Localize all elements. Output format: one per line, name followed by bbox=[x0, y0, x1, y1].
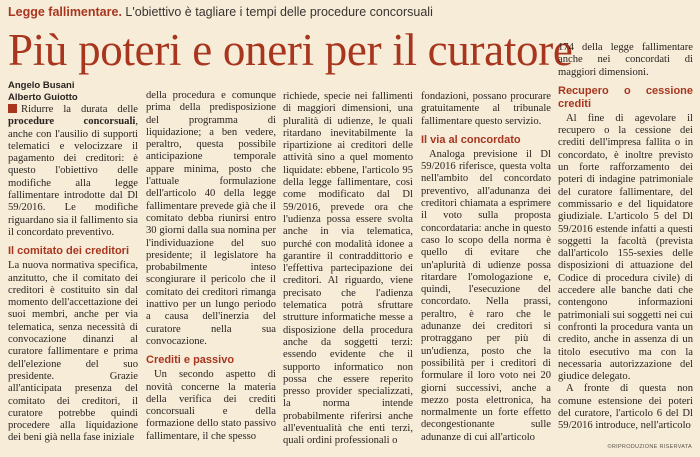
subheading-comitato: Il comitato dei creditori bbox=[8, 245, 130, 258]
concordato-text: 174 della legge fallimentare anche nei concordati di maggiori dimensioni. bbox=[558, 42, 693, 78]
comitato-text-cont: della procedura e comunque prima della predisposizione del programma di liquidazione; a ben vedere, peraltro, questa possibile anticipazione temporale appare minima, posto che l'attuale formulazione dell'articolo 40 della legge fallimentare prevede già che il comitato debba riunirsi entro 30 giorni dalla sua nomina per l'individuazione del suo presidente; il legislatore ha probabilmente inteso scongiurare il pericolo che il comitato dei creditori rimanga inattivo per un lungo periodo a causa dell'inerzia del curatore nella sua convocazione. bbox=[146, 91, 276, 347]
article-column-4 bbox=[421, 91, 551, 452]
recupero-text-2: A fronte di questa non comune estensione dei poteri del curatore, l'articolo 6 del Dl 59/2016 introduce, nell'articolo bbox=[558, 383, 693, 432]
crediti-text: fondazioni, possano procurare gratuitamente al tribunale fallimentare questo servizio. bbox=[421, 91, 551, 127]
comitato-text: La nuova normativa specifica, anzitutto, che il comitato dei creditori è costituito sin dal momento dell'accettazione dei suoi membri, anche per via telematica, senza necessità di convocazione dinanzi al curatore fallimentare e prima dell'elezione del suo presidente. Grazie all'anticipata presenza del comitato dei creditori, il curatore potrebbe quindi procedere alla liquidazione dei beni già nella fase iniziale bbox=[8, 260, 138, 444]
recupero-text: Al fine di agevolare il recupero o la cessione dei crediti dell'impresa fallita o in concordato, è inoltre previsto un forte rafforzamento dei poteri di indagine patrimoniale del curatore fallimentare, del commissario e del liquidatore giudiziale. L'articolo 5 del Dl 59/2016 estende infatti a questi soggetti la facoltà (prevista dall'articolo 155-sexies delle disposizioni di attuazione del Codice di procedura civile) di accedere alle banche dati che contengono informazioni patrimoniali sui soggetti nei cui confronti la procedura vanta un credito, anche in assenza di un titolo esecutivo ma con la necessaria autorizzazione del giudice delegato. bbox=[558, 112, 693, 383]
kicker-tag: Legge fallimentare. bbox=[8, 5, 122, 19]
kicker bbox=[8, 4, 698, 20]
article-column-1 bbox=[8, 80, 138, 452]
article-column-5 bbox=[558, 42, 693, 440]
section-marker-icon bbox=[8, 104, 17, 113]
author-1: Angelo Busani bbox=[8, 80, 75, 91]
copyright-notice: ©RIPRODUZIONE RISERVATA bbox=[607, 444, 692, 450]
subheading-concordato: Il via al concordato bbox=[421, 133, 521, 146]
intro-paragraph: Ridurre la durata delle procedure concorsuali, anche con l'ausilio di supporti telematici e velocizzare il pagamento dei creditori: è questo l'obiettivo delle modifiche alla legge fallimentare introdotte dal Dl 59/2016. Le modifiche riguardano sia il fallimento sia il concordato preventivo. bbox=[8, 104, 138, 238]
subheading-crediti: Crediti e passivo bbox=[146, 354, 235, 367]
author-2: Alberto Guiotto bbox=[8, 92, 78, 103]
crediti-text: Un secondo aspetto di novità concerne la materia della verifica dei crediti concorsuali e della formazione dello stato passivo fallimentare, il che spesso bbox=[146, 369, 276, 442]
crediti-text: richiede, specie nei fallimenti di maggiori dimensioni, una pluralità di udienze, le quali ritardano inevitabilmente la ripartizione ai creditori delle attività sino a quel momento liquidate: ebbene, l'articolo 95 della legge fallimentare, così come modificato dal Dl 59/2016, prevede ora che l'udienza possa essere svolta anche in via telematica, purché con modalità idonee a garantire il contraddittorio e l'effettiva partecipazione dei creditori. Al riguardo, viene precisato che l'adienza telematica potrà sfruttare strutture informatiche messe a disposizione della procedura anche da soggetti terzi: essendo evidente che il supporto informatico non possa che essere reperito presso provider specializzati, la norma intende probabilmente riferirsi anche all'eventualità che enti terzi, quali ordini professionali o bbox=[283, 91, 413, 447]
article-column-3 bbox=[283, 91, 413, 452]
subheading-recupero: Recupero o cessione crediti bbox=[558, 84, 693, 110]
headline: Più poteri e oneri per il curatore bbox=[8, 25, 573, 75]
article-column-2 bbox=[146, 91, 276, 452]
kicker-text: L'obiettivo è tagliare i tempi delle procedure concorsuali bbox=[125, 5, 433, 19]
concordato-text: Analoga previsione il Dl 59/2016 riferisce, questa volta nell'ambito del concordato preventivo, all'adunanza dei creditori chiamata a esprimere il voto sulla proposta concordataria: anche in questo caso lo scopo della norma è quello di evitare che un'aplurità di udienze possa ritardare l'omologazione e, quindi, l'esecuzione del concordato. Nella prassi, peraltro, è raro che le adunanze dei creditori si protraggano per più di un'udienza, posto che la possibilità per i creditori di formulare il loro voto nei 20 giorni successivi, anche a mezzo posta elettronica, ha normalmente un forte effetto decongestionante sulle adunanze di cui all'articolo bbox=[421, 148, 551, 443]
